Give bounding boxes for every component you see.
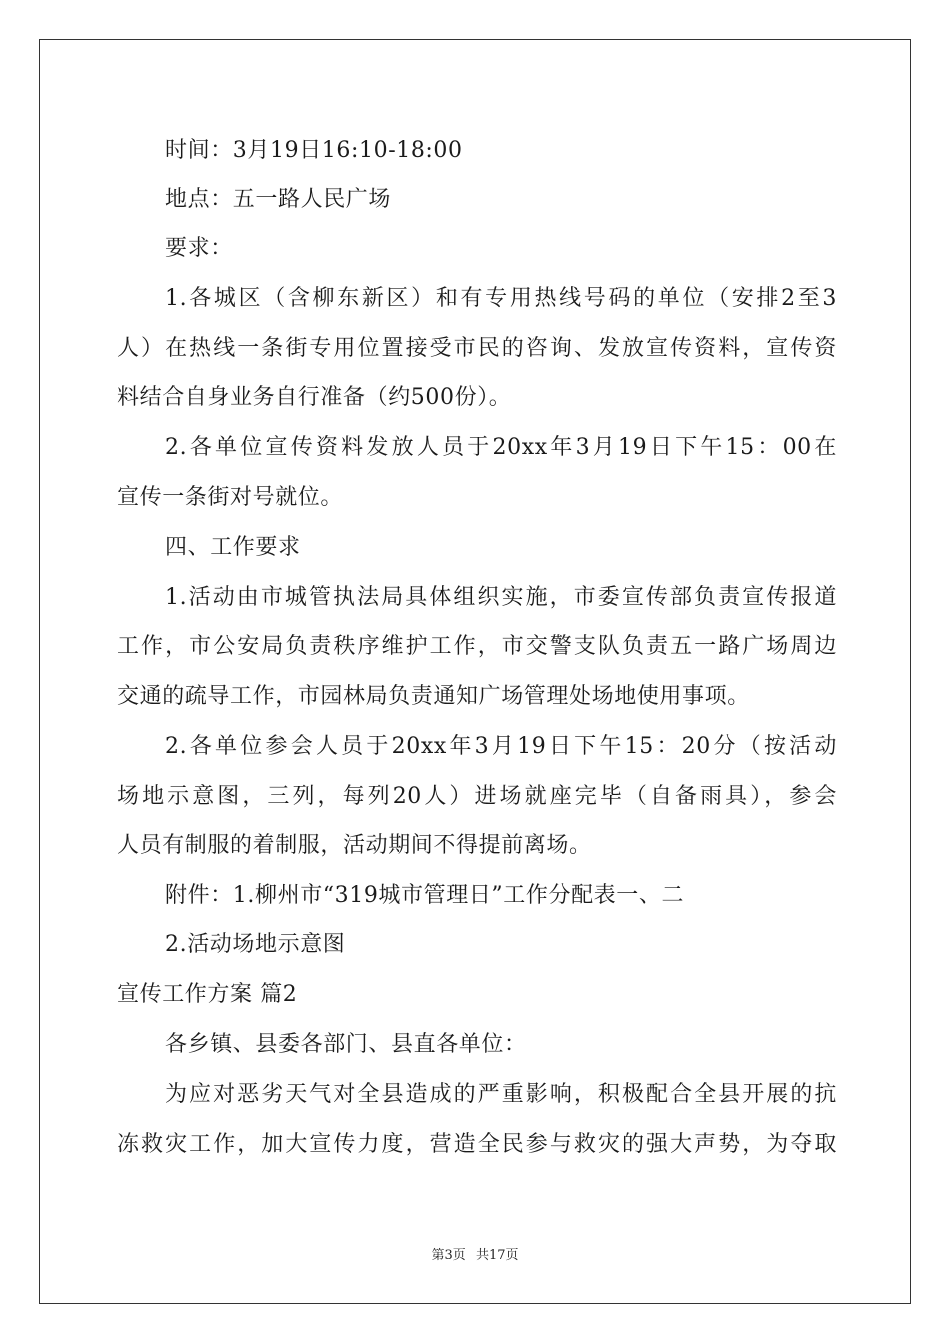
text-line: 工作，市公安局负责秩序维护工作，市交警支队负责五一路广场周边	[117, 634, 837, 659]
text-line: 人）在热线一条街专用位置接受市民的咨询、发放宣传资料，宣传资	[117, 336, 837, 361]
text-line: 冻救灾工作，加大宣传力度，营造全民参与救灾的强大声势，为夺取	[117, 1132, 837, 1157]
section-heading: 四、工作要求	[165, 535, 301, 560]
page-border	[39, 39, 911, 1304]
attachment-line: 附件：1.柳州市“319城市管理日”工作分配表一、二	[165, 883, 685, 908]
text-line-requirements-heading: 要求：	[165, 236, 233, 261]
text-line: 1.活动由市城管执法局具体组织实施，市委宣传部负责宣传报道	[165, 585, 837, 610]
text-line: 2.各单位参会人员于20xx年3月19日下午15：20分（按活动	[165, 734, 837, 759]
text-line: 为应对恶劣天气对全县造成的严重影响，积极配合全县开展的抗	[165, 1082, 837, 1107]
text-line: 料结合自身业务自行准备（约500份）。	[117, 385, 512, 410]
text-line-location: 地点：五一路人民广场	[165, 187, 392, 212]
attachment-line: 2.活动场地示意图	[165, 932, 346, 957]
page-footer	[0, 1248, 950, 1264]
salutation-line: 各乡镇、县委各部门、县直各单位：	[165, 1032, 527, 1057]
text-line: 人员有制服的着制服，活动期间不得提前离场。	[117, 833, 592, 858]
text-line: 宣传一条街对号就位。	[117, 485, 344, 510]
total-pages: 共17页	[475, 1248, 519, 1263]
text-line: 2.各单位宣传资料发放人员于20xx年3月19日下午15：00在	[165, 435, 837, 460]
page-number: 第3页	[431, 1248, 466, 1263]
text-line: 1.各城区（含柳东新区）和有专用热线号码的单位（安排2至3	[165, 286, 837, 311]
text-line: 场地示意图，三列，每列20人）进场就座完毕（自备雨具），参会	[117, 784, 837, 809]
text-line: 交通的疏导工作，市园林局负责通知广场管理处场地使用事项。	[117, 684, 750, 709]
text-line-time: 时间：3月19日16:10-18:00	[165, 138, 463, 163]
section-title: 宣传工作方案 篇2	[117, 982, 298, 1007]
